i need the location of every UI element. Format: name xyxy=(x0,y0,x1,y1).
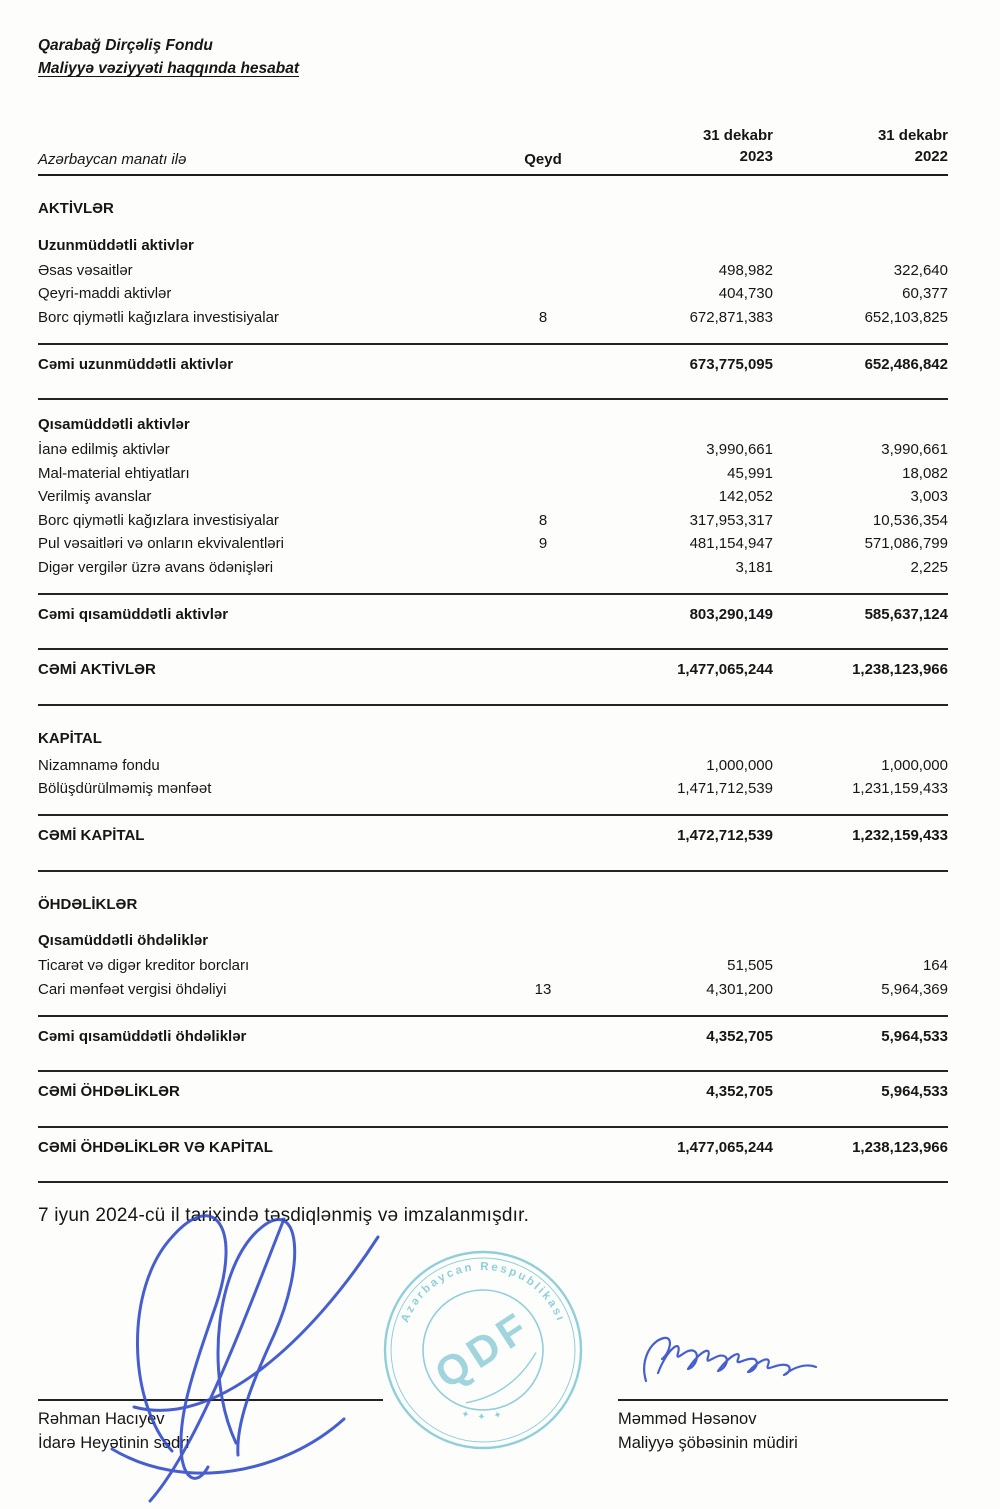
row-label: Uzunmüddətli aktivlər xyxy=(38,236,194,254)
row-note: 13 xyxy=(534,980,552,998)
table-row-section xyxy=(38,894,948,917)
signature-line-right xyxy=(618,1399,948,1401)
row-value-2023: 1,000,000 xyxy=(706,756,773,774)
row-value-2023: 45,991 xyxy=(727,464,773,482)
row-label: Verilmiş avanslar xyxy=(38,488,152,505)
period-2023-header xyxy=(588,125,773,169)
divider xyxy=(38,704,948,706)
row-value-2022: 652,103,825 xyxy=(864,308,948,326)
divider xyxy=(38,398,948,400)
row-label: ÖHDƏLİKLƏR xyxy=(38,895,138,913)
row-value-2023: 1,471,712,539 xyxy=(677,780,773,797)
row-label: Cəmi uzunmüddətli aktivlər xyxy=(38,355,234,373)
row-label: Pul vəsaitləri və onların ekvivalentləri xyxy=(38,535,284,552)
table-row-item xyxy=(38,462,948,486)
row-note: 9 xyxy=(538,535,548,552)
table-row-grand xyxy=(38,1128,948,1169)
row-label: KAPİTAL xyxy=(38,729,102,747)
approval-note: 7 iyun 2024-cü il tarixində təsdiqlənmiş və imzalanmışdır. xyxy=(38,1205,530,1226)
statement-rows xyxy=(38,198,948,1183)
row-value-2023: 1,477,065,244 xyxy=(677,1138,773,1156)
row-value-2023: 3,181 xyxy=(735,558,773,576)
period-2023-line1: 31 dekabr xyxy=(702,126,773,144)
row-value-2022: 164 xyxy=(922,957,948,974)
row-label: Cəmi qısamüddətli aktivlər xyxy=(38,605,229,623)
table-row-grand xyxy=(38,650,948,691)
row-value-2022: 10,536,354 xyxy=(872,511,948,529)
period-2022-line2: 2022 xyxy=(914,148,948,166)
row-value-2023: 317,953,317 xyxy=(689,511,773,529)
row-label: İanə edilmiş aktivlər xyxy=(38,441,170,458)
signer-right-name: Məmməd Həsənov xyxy=(618,1410,757,1428)
row-value-2023: 51,505 xyxy=(727,957,773,974)
row-label: CƏMİ AKTİVLƏR xyxy=(38,661,156,678)
row-value-2023: 481,154,947 xyxy=(689,535,773,552)
table-row-item xyxy=(38,778,948,802)
table-row-item xyxy=(38,439,948,463)
row-label: CƏMİ ÖHDƏLİKLƏR VƏ KAPİTAL xyxy=(38,1138,273,1156)
table-row-item xyxy=(38,754,948,778)
row-value-2022: 5,964,533 xyxy=(881,1083,948,1100)
table-column-header xyxy=(38,125,948,177)
row-value-2022: 585,637,124 xyxy=(864,605,948,623)
table-row-section xyxy=(38,198,948,221)
table-row-item xyxy=(38,509,948,533)
row-value-2023: 672,871,383 xyxy=(689,308,773,326)
row-value-2023: 1,477,065,244 xyxy=(677,661,773,678)
table-row-item xyxy=(38,533,948,557)
row-label: Cari mənfəət vergisi öhdəliyi xyxy=(38,980,227,998)
row-value-2023: 803,290,149 xyxy=(689,605,773,623)
row-label: Qısamüddətli aktivlər xyxy=(38,416,190,433)
row-value-2022: 18,082 xyxy=(902,464,948,482)
stamp-ring-text: Azərbaycan Respublikası xyxy=(399,1260,567,1325)
table-row-item xyxy=(38,259,948,283)
table-row-subhead xyxy=(38,414,948,437)
row-label: Digər vergilər üzrə avans ödənişləri xyxy=(38,558,274,576)
divider xyxy=(38,1181,948,1183)
table-row-subhead xyxy=(38,930,948,953)
row-label: AKTİVLƏR xyxy=(38,200,114,217)
row-value-2022: 1,238,123,966 xyxy=(852,1138,948,1156)
row-value-2022: 1,232,159,433 xyxy=(852,827,948,844)
signer-left-title: İdarə Heyətinin sədri xyxy=(38,1433,190,1452)
table-row-total xyxy=(38,1017,948,1058)
row-value-2023: 1,472,712,539 xyxy=(677,827,773,844)
row-note: 8 xyxy=(538,511,548,529)
row-label: Əsas vəsaitlər xyxy=(38,261,133,279)
stamp-ring-marks: ✦ ✦ ✦ xyxy=(459,1408,507,1423)
signer-right-title: Maliyyə şöbəsinin müdiri xyxy=(618,1433,798,1452)
row-value-2022: 3,990,661 xyxy=(881,441,948,458)
row-value-2023: 3,990,661 xyxy=(706,441,773,458)
row-value-2023: 142,052 xyxy=(718,488,773,505)
table-row-item xyxy=(38,486,948,510)
row-note: 8 xyxy=(538,308,548,326)
table-row-total xyxy=(38,595,948,636)
period-2023-line2: 2023 xyxy=(739,148,773,166)
row-value-2022: 1,238,123,966 xyxy=(852,661,948,678)
row-value-2022: 5,964,533 xyxy=(881,1027,948,1045)
row-value-2023: 4,352,705 xyxy=(706,1083,773,1100)
signer-right-block xyxy=(618,1399,948,1456)
table-row-total xyxy=(38,345,948,386)
table-row-section xyxy=(38,728,948,751)
row-value-2022: 5,964,369 xyxy=(881,980,948,998)
table-row-item xyxy=(38,283,948,307)
row-value-2023: 404,730 xyxy=(718,285,773,302)
row-value-2023: 673,775,095 xyxy=(689,355,773,373)
row-label: Mal-material ehtiyatları xyxy=(38,464,190,482)
left-signature-ink xyxy=(76,1189,416,1509)
signature-section xyxy=(38,1205,948,1489)
row-label: CƏMİ ÖHDƏLİKLƏR xyxy=(38,1083,180,1100)
row-label: Borc qiymətli kağızlara investisiyalar xyxy=(38,308,279,326)
row-label: Qeyri-maddi aktivlər xyxy=(38,285,172,302)
document-header xyxy=(38,34,948,81)
row-value-2022: 1,000,000 xyxy=(881,756,948,774)
row-label: Qısamüddətli öhdəliklər xyxy=(38,932,209,949)
row-value-2022: 571,086,799 xyxy=(864,535,948,552)
table-row-item xyxy=(38,955,948,979)
row-value-2023: 4,352,705 xyxy=(706,1027,773,1045)
right-signature-ink xyxy=(634,1327,849,1397)
row-label: Borc qiymətli kağızlara investisiyalar xyxy=(38,511,279,529)
row-value-2023: 498,982 xyxy=(718,261,773,279)
table-row-item xyxy=(38,556,948,580)
period-2022-line1: 31 dekabr xyxy=(877,126,948,144)
row-label: Nizamnamə fondu xyxy=(38,756,160,774)
organization-name: Qarabağ Dirçəliş Fondu xyxy=(38,37,213,54)
row-label: Bölüşdürülməmiş mənfəət xyxy=(38,780,212,797)
signature-area xyxy=(38,1231,948,1489)
document-title: Maliyyə vəziyyəti haqqında hesabat xyxy=(38,60,300,78)
row-value-2022: 322,640 xyxy=(893,261,948,279)
stamp-center-text: QDF xyxy=(426,1301,539,1398)
row-label: Ticarət və digər kreditor borcları xyxy=(38,957,250,974)
row-value-2022: 1,231,159,433 xyxy=(852,780,948,797)
currency-note: Azərbaycan manatı ilə xyxy=(38,151,187,168)
row-value-2023: 4,301,200 xyxy=(706,980,773,998)
row-label: CƏMİ KAPİTAL xyxy=(38,827,145,844)
row-value-2022: 652,486,842 xyxy=(864,355,948,373)
divider xyxy=(38,870,948,872)
row-value-2022: 3,003 xyxy=(910,488,948,505)
table-row-subhead xyxy=(38,235,948,258)
period-2022-header xyxy=(773,125,948,169)
row-label: Cəmi qısamüddətli öhdəliklər xyxy=(38,1027,247,1045)
table-row-grand xyxy=(38,1072,948,1113)
signer-left-name: Rəhman Hacıyev xyxy=(38,1410,165,1428)
note-column-header: Qeyd xyxy=(524,151,562,168)
table-row-item xyxy=(38,978,948,1002)
row-value-2022: 60,377 xyxy=(902,285,948,302)
table-row-item xyxy=(38,306,948,330)
row-value-2022: 2,225 xyxy=(910,558,948,576)
table-row-grand xyxy=(38,816,948,857)
